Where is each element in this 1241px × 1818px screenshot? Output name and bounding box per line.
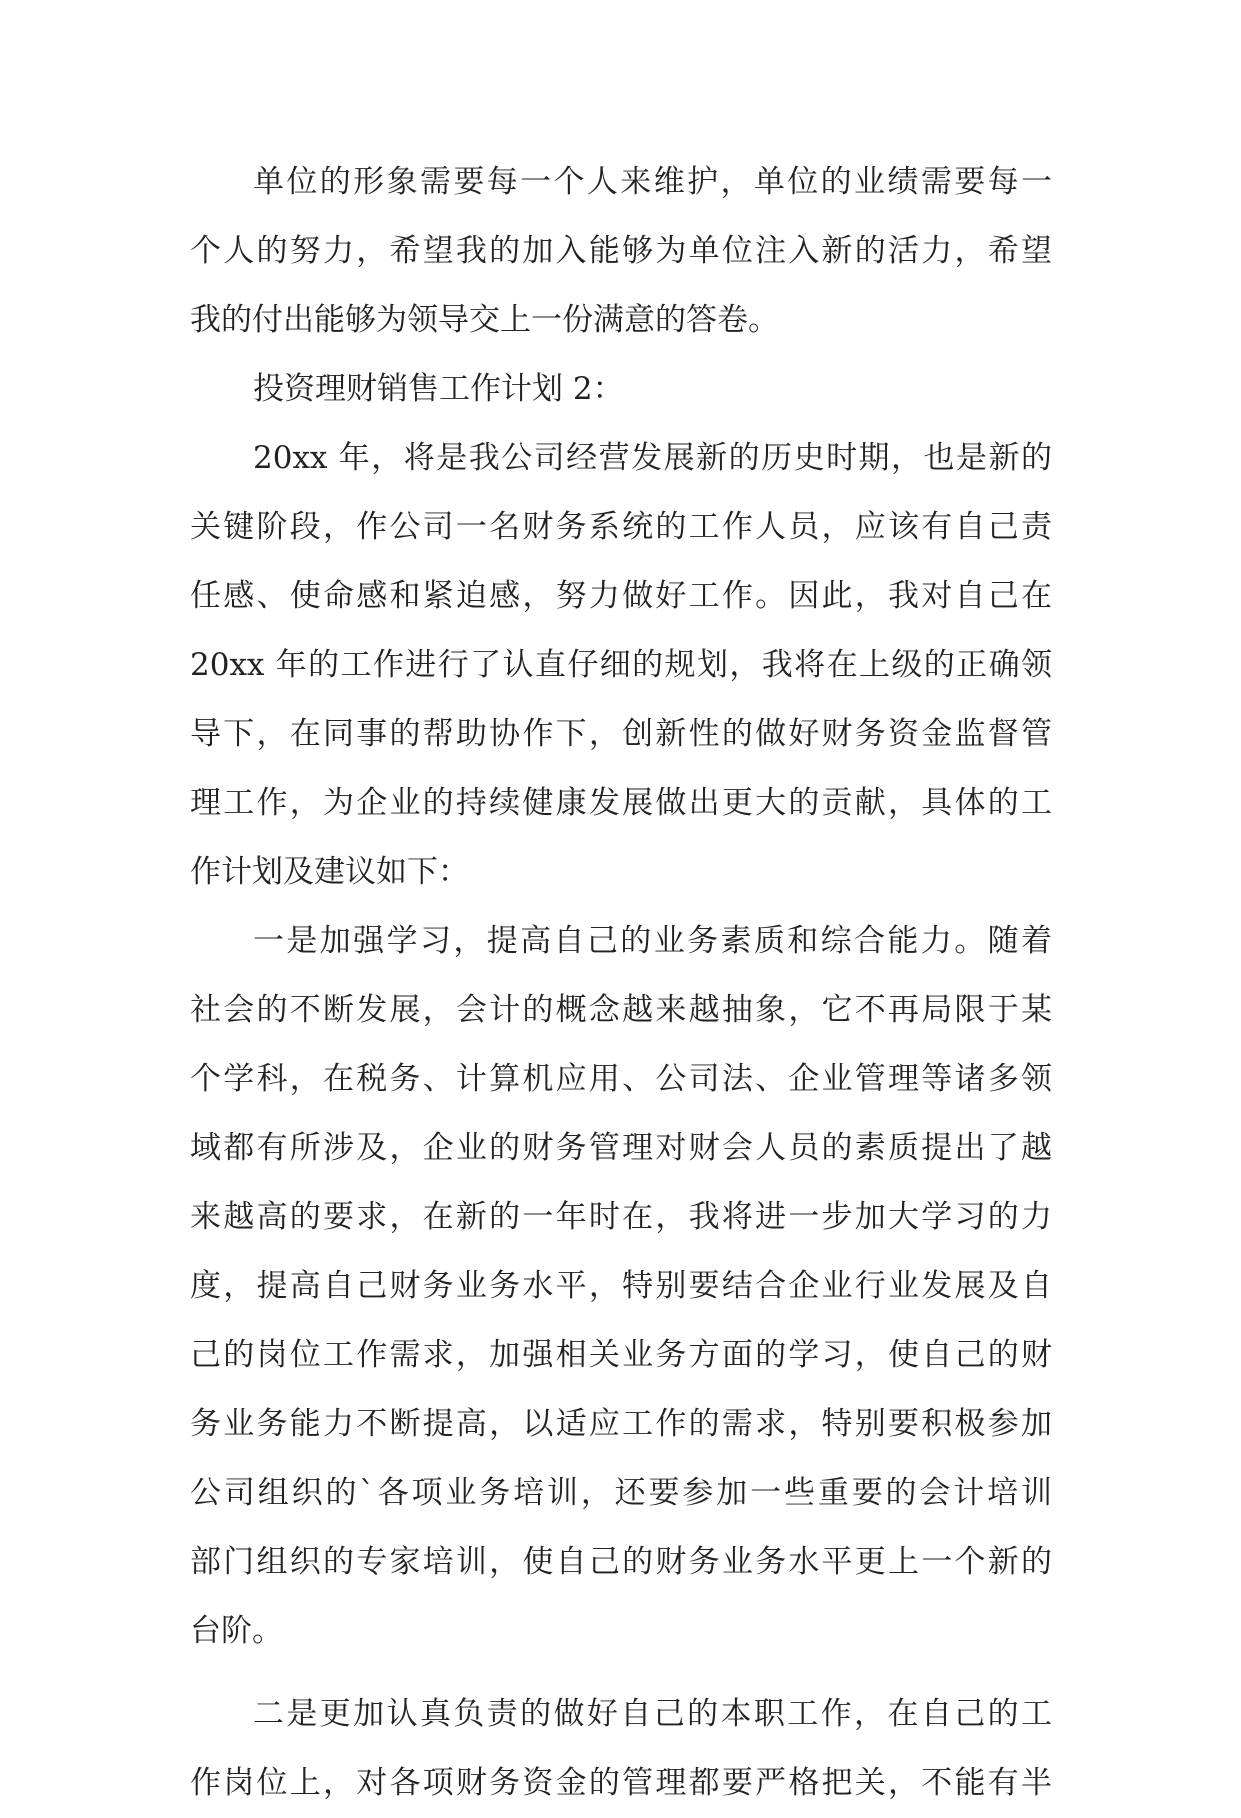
text-line: 来越高的要求，在新的一年时在，我将进一步加大学习的力 <box>190 1199 1052 1235</box>
text-line: 我的付出能够为领导交上一份满意的答卷。 <box>190 302 779 338</box>
text-line: 社会的不断发展，会计的概念越来越抽象，它不再局限于某 <box>190 992 1052 1028</box>
text-line: 个学科，在税务、计算机应用、公司法、企业管理等诸多领 <box>190 1061 1052 1097</box>
text-line: 务业务能力不断提高，以适应工作的需求，特别要积极参加 <box>190 1406 1052 1442</box>
paragraph-4 <box>190 1680 1052 1818</box>
text-line: 公司组织的`各项业务培训，还要参加一些重要的会计培训 <box>190 1475 1052 1511</box>
text-line: 导下，在同事的帮助协作下，创新性的做好财务资金监督管 <box>190 716 1052 752</box>
text-line: 单位的形象需要每一个人来维护，单位的业绩需要每一 <box>253 164 1052 200</box>
section-heading <box>190 355 1052 424</box>
text-line: 20xx 年的工作进行了认直仔细的规划，我将在上级的正确领 <box>190 647 1052 683</box>
text-line: 部门组织的专家培训，使自己的财务业务水平更上一个新的 <box>190 1544 1052 1580</box>
text-line: 个人的努力，希望我的加入能够为单位注入新的活力，希望 <box>190 233 1052 269</box>
text-line: 任感、使命感和紧迫感，努力做好工作。因此，我对自己在 <box>190 578 1052 614</box>
document-body <box>190 148 1052 1818</box>
paragraph-2 <box>190 424 1052 907</box>
text-line: 作岗位上，对各项财务资金的管理都要严格把关，不能有半 <box>190 1765 1052 1801</box>
text-line: 一是加强学习，提高自己的业务素质和综合能力。随着 <box>253 923 1052 959</box>
text-line: 20xx 年，将是我公司经营发展新的历史时期，也是新的 <box>253 440 1052 476</box>
section-heading-text: 投资理财销售工作计划 2： <box>253 371 624 407</box>
text-line: 二是更加认真负责的做好自己的本职工作，在自己的工 <box>253 1696 1052 1732</box>
text-line: 度，提高自己财务业务水平，特别要结合企业行业发展及自 <box>190 1268 1052 1304</box>
text-line: 台阶。 <box>190 1613 283 1649</box>
paragraph-spacer <box>190 1666 1052 1680</box>
text-line: 己的岗位工作需求，加强相关业务方面的学习，使自己的财 <box>190 1337 1052 1373</box>
text-line: 作计划及建议如下： <box>190 854 469 890</box>
paragraph-3 <box>190 907 1052 1666</box>
text-line: 域都有所涉及，企业的财务管理对财会人员的素质提出了越 <box>190 1130 1052 1166</box>
text-line: 关键阶段，作公司一名财务系统的工作人员，应该有自己责 <box>190 509 1052 545</box>
paragraph-1 <box>190 148 1052 355</box>
text-line: 理工作，为企业的持续健康发展做出更大的贡献，具体的工 <box>190 785 1052 821</box>
